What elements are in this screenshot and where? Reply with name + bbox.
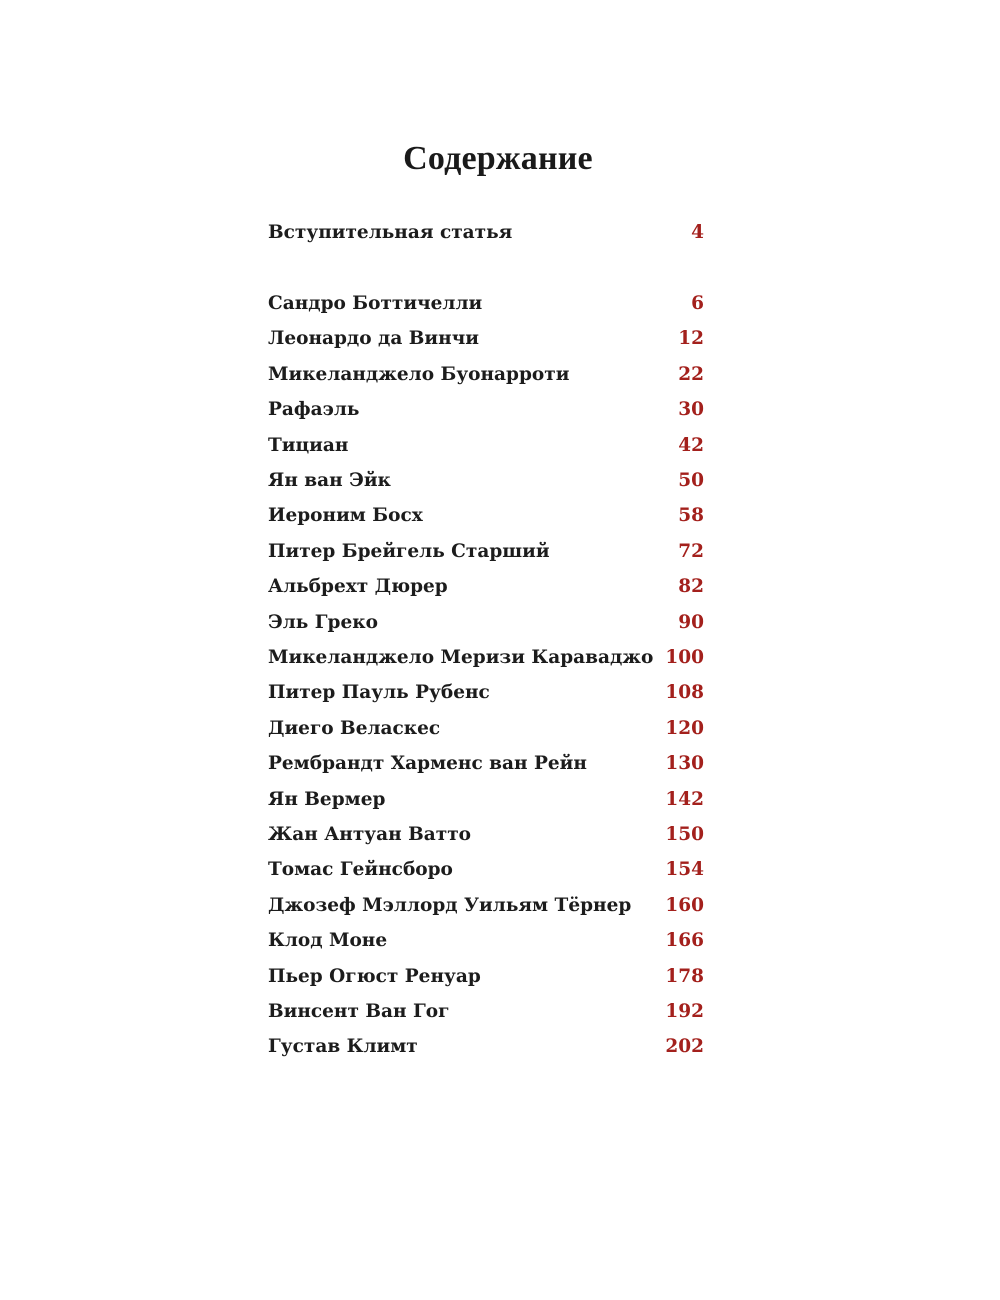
toc-entry-label: Микеланджело Меризи Караваджо	[268, 647, 654, 668]
toc-entry-page: 12	[678, 328, 704, 350]
toc-entry-page: 160	[665, 894, 704, 916]
toc-entry-label: Диего Веласкес	[268, 717, 441, 739]
toc-entry-label: Питер Брейгель Старший	[268, 540, 550, 562]
page-title: Содержание	[403, 139, 593, 177]
toc-entry-page: 6	[691, 293, 704, 314]
toc-entry-page: 30	[678, 399, 704, 421]
toc-entry-page: 154	[665, 859, 704, 881]
toc-entry-page: 58	[678, 505, 704, 527]
toc-entry-page: 150	[665, 824, 704, 845]
toc-entry-label: Томас Гейнсборо	[268, 859, 453, 881]
toc-entry-page: 90	[678, 611, 704, 633]
toc-entry[interactable]	[268, 926, 704, 956]
toc-entry[interactable]	[268, 395, 704, 425]
toc-entry-label: Ян ван Эйк	[268, 470, 391, 491]
toc-entry[interactable]	[268, 785, 704, 815]
toc-entry-page: 130	[665, 753, 704, 775]
toc-entry[interactable]	[268, 360, 704, 390]
toc-entry-page: 166	[665, 930, 704, 952]
toc-entry-page: 42	[678, 434, 704, 456]
toc-entry[interactable]	[268, 997, 704, 1027]
toc-entry-page: 142	[665, 788, 704, 810]
toc-entry-page: 108	[665, 682, 704, 704]
toc-entry-label: Тициан	[268, 434, 349, 456]
toc-entry-label: Рембрандт Харменс ван Рейн	[268, 753, 587, 775]
toc-entry-label: Рафаэль	[268, 399, 360, 421]
toc-entry[interactable]	[268, 608, 704, 638]
toc-entry-label: Микеланджело Буонарроти	[268, 363, 570, 385]
toc-entry[interactable]	[268, 1032, 704, 1062]
toc-entry[interactable]	[268, 891, 704, 921]
toc-entry-label: Питер Пауль Рубенс	[268, 682, 490, 704]
toc-entry[interactable]	[268, 714, 704, 744]
toc-entry-label: Альбрехт Дюрер	[268, 576, 448, 598]
toc-entry[interactable]	[268, 501, 704, 531]
toc-entry[interactable]	[268, 678, 704, 708]
toc-entry-label: Пьер Огюст Ренуар	[268, 965, 481, 987]
toc-entry-page: 192	[665, 1001, 704, 1022]
toc-entry-page: 100	[665, 647, 704, 668]
toc-entry-page: 202	[665, 1036, 704, 1058]
toc-entry-label: Ян Вермер	[268, 788, 386, 810]
toc-entry-label: Леонардо да Винчи	[268, 328, 479, 350]
toc-entry[interactable]	[268, 466, 704, 496]
toc-entry-label: Винсент Ван Гог	[268, 1001, 450, 1022]
toc-entry-page: 22	[678, 363, 704, 385]
toc-entry-label: Вступительная статья	[268, 222, 513, 243]
toc-entry[interactable]	[268, 962, 704, 992]
toc-entry-page: 82	[678, 576, 704, 598]
toc-entry[interactable]	[268, 749, 704, 779]
toc-entry[interactable]	[268, 431, 704, 461]
toc-entry-page: 120	[665, 717, 704, 739]
toc-entry-label: Клод Моне	[268, 930, 388, 952]
toc-entry-page: 72	[678, 540, 704, 562]
toc-entry-label: Густав Климт	[268, 1036, 418, 1058]
toc-entry-label: Сандро Боттичелли	[268, 293, 483, 314]
toc-entry-page: 178	[665, 965, 704, 987]
toc-entry[interactable]	[268, 324, 704, 354]
toc-entry[interactable]	[268, 820, 704, 850]
toc-entry[interactable]	[268, 643, 704, 673]
toc-entry-label: Жан Антуан Ватто	[268, 824, 472, 845]
toc-entry-intro[interactable]	[268, 218, 704, 248]
toc-entry-page: 50	[678, 470, 704, 491]
toc-entry[interactable]	[268, 855, 704, 885]
toc-entry[interactable]	[268, 537, 704, 567]
toc-entry-label: Джозеф Мэллорд Уильям Тёрнер	[268, 894, 632, 916]
toc-entry-page: 4	[691, 222, 704, 243]
toc-entry[interactable]	[268, 572, 704, 602]
toc-entry-label: Эль Греко	[268, 611, 378, 633]
toc-entry-label: Иероним Босх	[268, 505, 423, 527]
toc-entry[interactable]	[268, 289, 704, 319]
